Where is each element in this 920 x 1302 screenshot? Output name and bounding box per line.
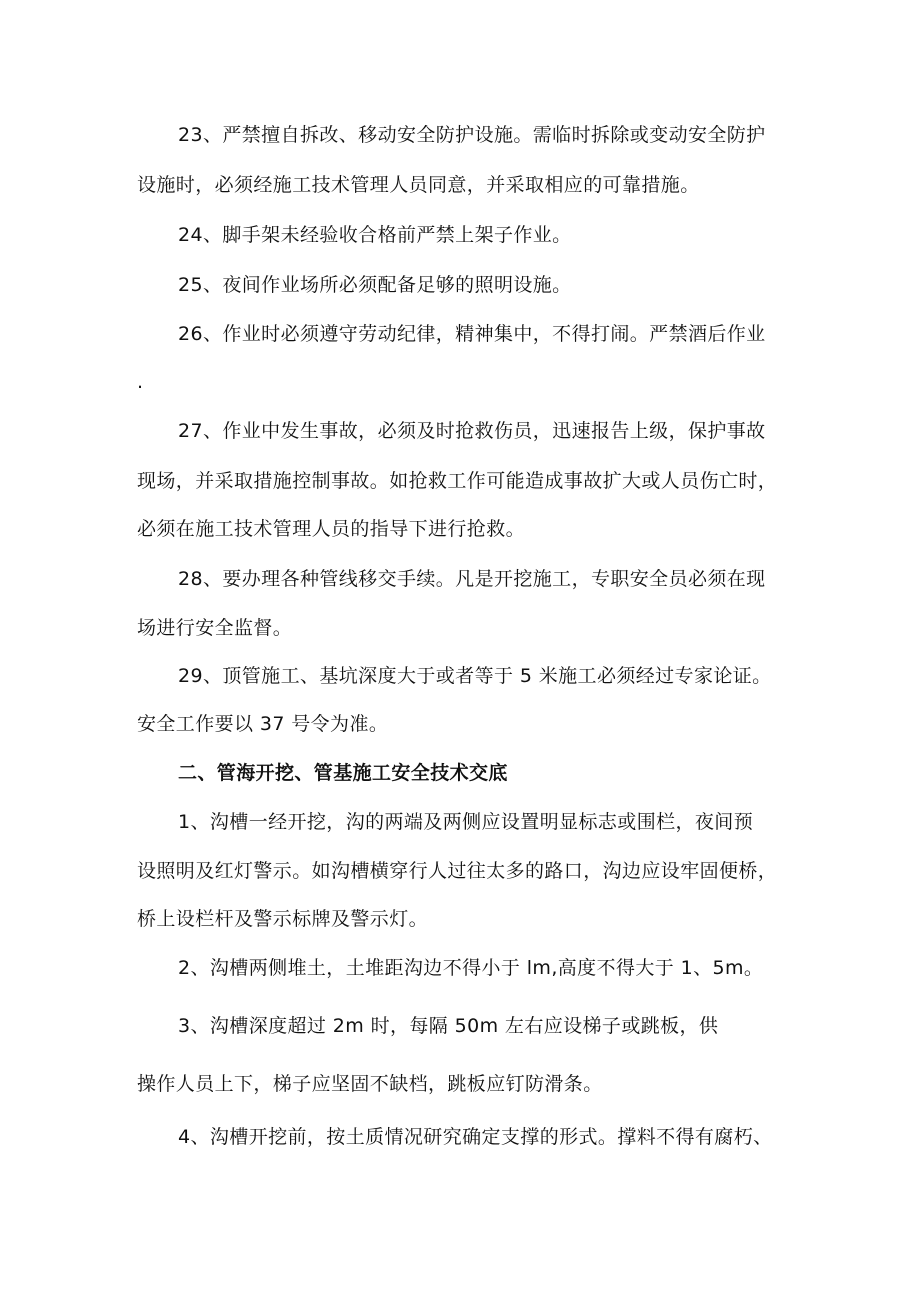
text-line: 24、脚手架未经验收合格前严禁上架子作业。 — [178, 224, 572, 246]
text-line: 29、顶管施工、基坑深度大于或者等于 5 米施工必须经过专家论证。 — [178, 665, 772, 687]
text-line: 26、作业时必须遵守劳动纪律，精神集中，不得打闹。严禁酒后作业 — [178, 323, 766, 345]
text-line: 设施时，必须经施工技术管理人员同意，并采取相应的可靠措施。 — [137, 174, 700, 196]
text-line: 操作人员上下，梯子应坚固不缺档，跳板应钉防滑条。 — [137, 1073, 603, 1095]
text-line: 1、沟槽一经开挖，沟的两端及两侧应设置明显标志或围栏，夜间预 — [178, 811, 754, 833]
text-line: 桥上设栏杆及警示标牌及警示灯。 — [137, 908, 429, 930]
text-line: 25、夜间作业场所必须配备足够的照明设施。 — [178, 274, 572, 296]
text-line: . — [137, 371, 144, 393]
text-line: 现场，并采取措施控制事故。如抢救工作可能造成事故扩大或人员伤亡时， — [137, 470, 778, 492]
text-line: 28、要办理各种管线移交手续。凡是开挖施工，专职安全员必须在现 — [178, 568, 766, 590]
text-line: 2、沟槽两侧堆土，土堆距沟边不得小于 lm,高度不得大于 1、5m。 — [178, 957, 764, 979]
text-line: 必须在施工技术管理人员的指导下进行抢救。 — [137, 518, 526, 540]
text-line: 场进行安全监督。 — [137, 617, 293, 639]
text-line: 设照明及红灯警示。如沟槽横穿行人过往太多的路口，沟边应设牢固便桥， — [137, 860, 778, 882]
section-heading: 二、管海开挖、管基施工安全技术交底 — [178, 762, 508, 784]
text-line: 安全工作要以 37 号令为准。 — [137, 713, 389, 735]
text-line: 4、沟槽开挖前，按土质情况研究确定支撑的形式。撑料不得有腐朽、 — [178, 1126, 773, 1148]
text-line: 23、严禁擅自拆改、移动安全防护设施。需临时拆除或变动安全防护 — [178, 124, 766, 146]
text-line: 27、作业中发生事故，必须及时抢救伤员，迅速报告上级，保护事故 — [178, 420, 766, 442]
text-line: 3、沟槽深度超过 2m 时，每隔 50m 左右应设梯子或跳板，供 — [178, 1015, 719, 1037]
